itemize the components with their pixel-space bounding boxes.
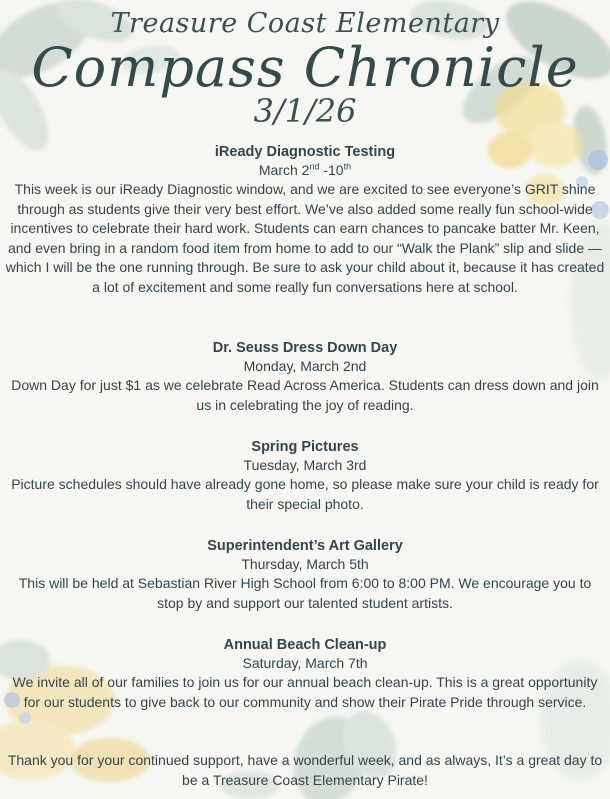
section-date: Monday, March 2nd — [243, 358, 367, 374]
section-body: This week is our iReady Diagnostic window, and we are excited to see everyone’s GRIT shine through as students give their very best effort. We’ve also added some really fun school-wide incentives to celebrate their hard work. Students can earn chances to pancake batter Mr. Keen, and even bring in a random food item from home to add to our “Walk the Plank” slip and slide — which I will be the one running through. Be sure to ask your child about it, because it has created a lot of excitement and some really fun conversations here at school. — [5, 181, 605, 295]
section-date: Thursday, March 5th — [241, 556, 369, 572]
section-body: We invite all of our families to join us for our annual beach clean-up. This is a great opportunity for our students to give back to our community and show their Pirate Pride through service. — [12, 674, 598, 710]
section-date: March 2nd -10th — [258, 161, 352, 178]
section-iready — [0, 143, 610, 297]
section-body: Picture schedules should have already gone home, so please make sure your child is ready for their special photo. — [11, 476, 599, 512]
section-heading: Superintendent’s Art Gallery — [207, 538, 403, 554]
school-name: Treasure Coast Elementary — [110, 8, 500, 39]
section-dress-down — [0, 339, 610, 415]
section-heading: Spring Pictures — [251, 439, 359, 455]
section-heading: iReady Diagnostic Testing — [214, 144, 396, 160]
section-date: Saturday, March 7th — [242, 655, 368, 671]
section-spring-pictures — [0, 438, 610, 514]
section-art-gallery — [0, 537, 610, 613]
issue-date: 3/1/26 — [253, 92, 357, 130]
newsletter-title: Compass Chronicle — [31, 36, 579, 99]
section-body: This will be held at Sebastian River High School from 6:00 to 8:00 PM. We encourage you to stop by and support our talented student artists. — [18, 575, 592, 611]
closing-message: Thank you for your continued support, have a wonderful week, and as always, It’s a great day to be a Treasure Coast Elementary Pirate! — [7, 752, 603, 788]
section-heading: Annual Beach Clean-up — [223, 637, 387, 653]
section-beach-cleanup — [0, 636, 610, 712]
section-date: Tuesday, March 3rd — [243, 457, 367, 473]
section-body: Down Day for just $1 as we celebrate Read Across America. Students can dress down and join us in celebrating the joy of reading. — [11, 377, 599, 413]
section-heading: Dr. Seuss Dress Down Day — [212, 340, 398, 356]
